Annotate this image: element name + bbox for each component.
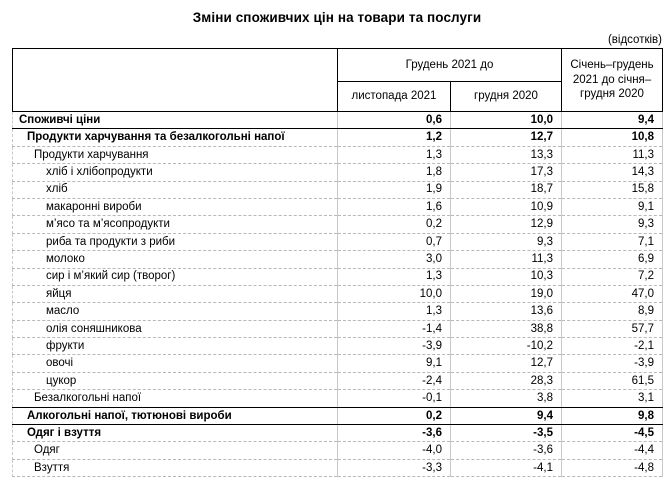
value-cell: 12,7 bbox=[451, 355, 562, 372]
table-row bbox=[13, 425, 663, 442]
value-cell: -3,5 bbox=[451, 425, 562, 442]
value-cell: 1,3 bbox=[338, 146, 451, 163]
row-label: Одяг і взуття bbox=[13, 425, 338, 442]
value-cell: 19,0 bbox=[451, 285, 562, 302]
value-cell: -4,4 bbox=[562, 442, 663, 459]
label-column-header bbox=[13, 49, 338, 112]
table-row bbox=[13, 459, 663, 476]
value-cell: 9,3 bbox=[562, 216, 663, 233]
row-label: Одяг bbox=[13, 442, 338, 459]
value-cell: 11,3 bbox=[562, 146, 663, 163]
table-row bbox=[13, 146, 663, 163]
unit-note: (відсотків) bbox=[607, 34, 662, 46]
row-label: фрукти bbox=[13, 338, 338, 355]
value-cell: 38,8 bbox=[451, 320, 562, 337]
row-label: м’ясо та м’ясопродукти bbox=[13, 216, 338, 233]
value-cell: -3,9 bbox=[562, 355, 663, 372]
value-cell: 9,4 bbox=[562, 112, 663, 129]
row-label: Алкогольні напої, тютюнові вироби bbox=[13, 407, 338, 424]
table-row bbox=[13, 181, 663, 198]
value-cell: 12,9 bbox=[451, 216, 562, 233]
value-cell: 9,8 bbox=[562, 407, 663, 424]
value-cell: 10,0 bbox=[451, 112, 562, 129]
value-cell: 9,3 bbox=[451, 233, 562, 250]
table-row bbox=[13, 285, 663, 302]
value-cell: 1,3 bbox=[338, 303, 451, 320]
row-label: овочі bbox=[13, 355, 338, 372]
table-header bbox=[13, 49, 663, 112]
value-cell: 28,3 bbox=[451, 372, 562, 389]
value-cell: 3,8 bbox=[451, 390, 562, 407]
value-cell: -0,1 bbox=[338, 390, 451, 407]
value-cell: 10,9 bbox=[451, 198, 562, 215]
table-row bbox=[13, 355, 663, 372]
value-cell: 7,2 bbox=[562, 268, 663, 285]
value-cell: 10,0 bbox=[338, 285, 451, 302]
row-label: Споживчі ціни bbox=[13, 112, 338, 129]
value-cell: 9,4 bbox=[451, 407, 562, 424]
row-label: Взуття bbox=[13, 459, 338, 476]
row-label: масло bbox=[13, 303, 338, 320]
value-cell: 14,3 bbox=[562, 164, 663, 181]
value-cell: 57,7 bbox=[562, 320, 663, 337]
table-row bbox=[13, 372, 663, 389]
value-cell: -3,3 bbox=[338, 459, 451, 476]
table-row bbox=[13, 407, 663, 424]
value-cell: -2,1 bbox=[562, 338, 663, 355]
table-row bbox=[13, 303, 663, 320]
value-cell: 15,8 bbox=[562, 181, 663, 198]
table-row bbox=[13, 112, 663, 129]
group-column-header: Грудень 2021 до bbox=[338, 49, 562, 82]
value-cell: -1,4 bbox=[338, 320, 451, 337]
value-cell: 47,0 bbox=[562, 285, 663, 302]
value-cell: 0,2 bbox=[338, 216, 451, 233]
value-cell: -4,8 bbox=[562, 459, 663, 476]
value-cell: 61,5 bbox=[562, 372, 663, 389]
value-cell: 10,3 bbox=[451, 268, 562, 285]
value-cell: -3,6 bbox=[451, 442, 562, 459]
value-cell: 18,7 bbox=[451, 181, 562, 198]
value-cell: -4,5 bbox=[562, 425, 663, 442]
row-label: олія соняшникова bbox=[13, 320, 338, 337]
value-cell: 1,8 bbox=[338, 164, 451, 181]
table-row bbox=[13, 164, 663, 181]
value-cell: 1,2 bbox=[338, 129, 451, 146]
subheader-november: листопада 2021 bbox=[338, 82, 451, 112]
table-row bbox=[13, 216, 663, 233]
value-cell: 0,6 bbox=[338, 112, 451, 129]
row-label: Безалкогольні напої bbox=[13, 390, 338, 407]
value-cell: 7,1 bbox=[562, 233, 663, 250]
value-cell: -2,4 bbox=[338, 372, 451, 389]
row-label: хліб bbox=[13, 181, 338, 198]
value-cell: 17,3 bbox=[451, 164, 562, 181]
value-cell: 3,1 bbox=[562, 390, 663, 407]
value-cell: 1,6 bbox=[338, 198, 451, 215]
value-cell: 12,7 bbox=[451, 129, 562, 146]
row-label: риба та продукти з риби bbox=[13, 233, 338, 250]
table-row bbox=[13, 442, 663, 459]
value-cell: 8,9 bbox=[562, 303, 663, 320]
value-cell: 6,9 bbox=[562, 251, 663, 268]
table-row bbox=[13, 268, 663, 285]
value-cell: 13,6 bbox=[451, 303, 562, 320]
value-cell: 9,1 bbox=[338, 355, 451, 372]
value-cell: -4,1 bbox=[451, 459, 562, 476]
row-label: макаронні вироби bbox=[13, 198, 338, 215]
table-body bbox=[13, 112, 663, 477]
value-cell: -3,9 bbox=[338, 338, 451, 355]
value-cell: 9,1 bbox=[562, 198, 663, 215]
row-label: хліб і хлібопродукти bbox=[13, 164, 338, 181]
value-cell: 0,2 bbox=[338, 407, 451, 424]
table-row bbox=[13, 390, 663, 407]
table-row bbox=[13, 320, 663, 337]
table-row bbox=[13, 198, 663, 215]
page-title: Зміни споживчих цін на товари та послуги bbox=[192, 10, 482, 25]
row-label: цукор bbox=[13, 372, 338, 389]
value-cell: 13,3 bbox=[451, 146, 562, 163]
table-row bbox=[13, 251, 663, 268]
value-cell: 11,3 bbox=[451, 251, 562, 268]
value-cell: -3,6 bbox=[338, 425, 451, 442]
value-cell: 1,9 bbox=[338, 181, 451, 198]
cumulative-column-header: Січень–грудень 2021 до січня–грудня 2020 bbox=[562, 49, 663, 112]
subheader-december: грудня 2020 bbox=[451, 82, 562, 112]
value-cell: -10,2 bbox=[451, 338, 562, 355]
table-row bbox=[13, 233, 663, 250]
value-cell: 3,0 bbox=[338, 251, 451, 268]
table-row bbox=[13, 338, 663, 355]
row-label: яйця bbox=[13, 285, 338, 302]
row-label: Продукти харчування bbox=[13, 146, 338, 163]
row-label: молоко bbox=[13, 251, 338, 268]
table-row bbox=[13, 129, 663, 146]
value-cell: 10,8 bbox=[562, 129, 663, 146]
price-changes-table bbox=[12, 48, 663, 477]
value-cell: 1,3 bbox=[338, 268, 451, 285]
row-label: Продукти харчування та безалкогольні напої bbox=[13, 129, 338, 146]
value-cell: -4,0 bbox=[338, 442, 451, 459]
row-label: сир і м’який сир (творог) bbox=[13, 268, 338, 285]
value-cell: 0,7 bbox=[338, 233, 451, 250]
